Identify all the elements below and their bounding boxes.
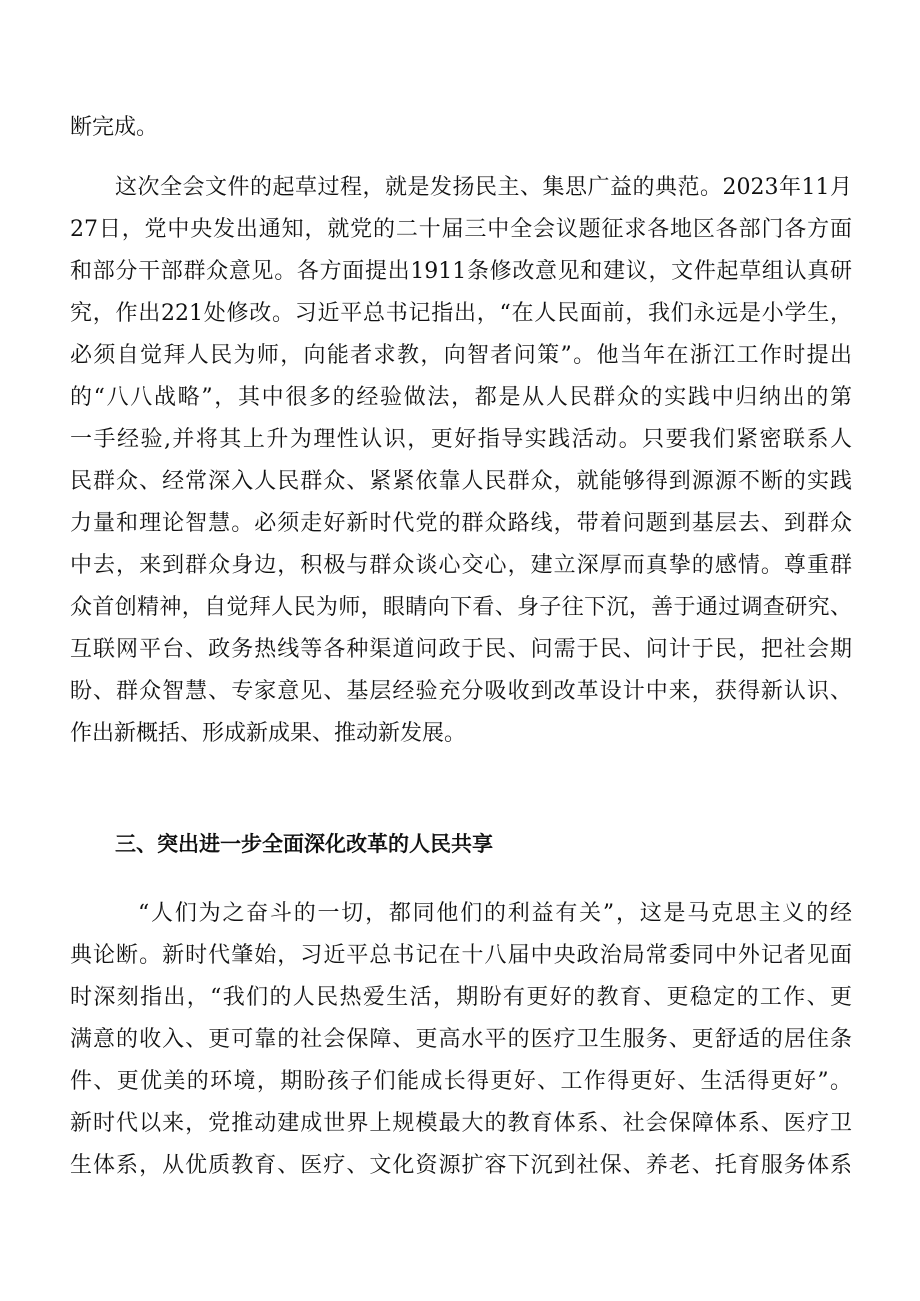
paragraph-line: 生体系，从优质教育、医疗、文化资源扩容下沉到社保、养老、托育服务体系: [70, 1153, 852, 1178]
paragraph-line: 必须自觉拜人民为师，向能者求教，向智者问策”。他当年在浙江工作时提出: [70, 343, 852, 368]
paragraph-line: 民群众、经常深入人民群众、紧紧依靠人民群众，就能够得到源源不断的实践: [70, 469, 852, 494]
paragraph-line: 断完成。: [70, 115, 159, 140]
paragraph-line: 27日，党中央发出通知，就党的二十届三中全会议题征求各地区各部门各方面: [70, 217, 852, 242]
paragraph-line: 新时代以来，党推动建成世界上规模最大的教育体系、社会保障体系、医疗卫: [70, 1111, 852, 1136]
paragraph-line: 典论断。新时代肇始，习近平总书记在十八届中央政治局常委同中外记者见面: [70, 943, 852, 968]
paragraph-line: 力量和理论智慧。必须走好新时代党的群众路线，带着问题到基层去、到群众: [70, 511, 852, 536]
section-heading: 三、突出进一步全面深化改革的人民共享: [115, 832, 493, 856]
paragraph-line: 究，作出221处修改。习近平总书记指出，“在人民面前，我们永远是小学生，: [70, 301, 852, 326]
paragraph-line: 中去，来到群众身边，积极与群众谈心交心，建立深厚而真挚的感情。尊重群: [70, 553, 852, 578]
paragraph-line: 作出新概括、形成新成果、推动新发展。: [70, 721, 467, 746]
paragraph-line: 一手经验,并将其上升为理性认识，更好指导实践活动。只要我们紧密联系人: [70, 427, 852, 452]
paragraph-line: 时深刻指出，“我们的人民热爱生活，期盼有更好的教育、更稳定的工作、更: [70, 985, 852, 1010]
paragraph-line: “人们为之奋斗的一切，都同他们的利益有关”，这是马克思主义的经: [138, 901, 852, 926]
paragraph-line: 这次全会文件的起草过程，就是发扬民主、集思广益的典范。2023年11月: [115, 175, 852, 200]
paragraph-line: 件、更优美的环境，期盼孩子们能成长得更好、工作得更好、生活得更好”。: [70, 1069, 852, 1094]
paragraph-line: 的“八八战略”，其中很多的经验做法，都是从人民群众的实践中归纳出的第: [70, 385, 852, 410]
paragraph-line: 互联网平台、政务热线等各种渠道问政于民、问需于民、问计于民，把社会期: [70, 637, 852, 662]
paragraph-line: 满意的收入、更可靠的社会保障、更高水平的医疗卫生服务、更舒适的居住条: [70, 1027, 852, 1052]
paragraph-line: 众首创精神，自觉拜人民为师，眼睛向下看、身子往下沉，善于通过调查研究、: [70, 595, 852, 620]
paragraph-line: 和部分干部群众意见。各方面提出1911条修改意见和建议，文件起草组认真研: [70, 259, 852, 284]
paragraph-line: 盼、群众智慧、专家意见、基层经验充分吸收到改革设计中来，获得新认识、: [70, 679, 852, 704]
